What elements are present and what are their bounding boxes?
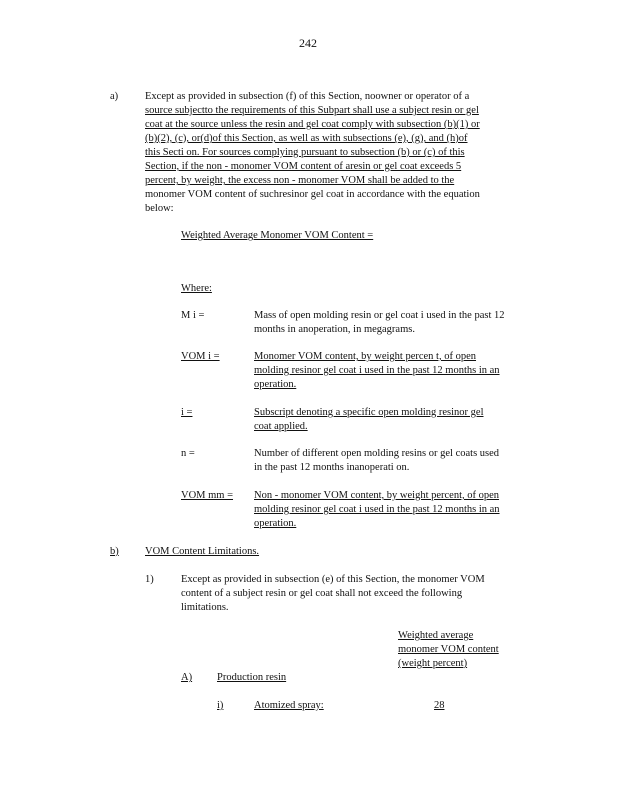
section-a-marker: a) <box>110 91 119 102</box>
sub-i-value: 28 <box>434 700 445 711</box>
section-b-heading: VOM Content Limitations. <box>145 546 260 557</box>
paragraph-line: (b)(2), (c), or(d)of this Section, as well as with subsections (e), (g), and (h)of <box>145 133 468 144</box>
definition-line: months in anoperation, in megagrams. <box>254 324 415 335</box>
definition-line: operation. <box>254 379 297 390</box>
definition-term: VOM mm = <box>181 490 234 501</box>
definition-line: Non - monomer VOM content, by weight percent, of open <box>254 490 500 501</box>
definition-term: M i = <box>181 310 205 321</box>
paragraph-line: coat at the source unless the resin and gel coat comply with subsection (b)(1) or <box>145 119 480 130</box>
item-1-marker: 1) <box>145 574 154 585</box>
table-header-line: (weight percent) <box>398 658 468 669</box>
equation-label: Weighted Average Monomer VOM Content = <box>181 230 374 241</box>
definition-line: molding resinor gel coat i used in the past 12 months in an <box>254 504 500 515</box>
paragraph-line: Section, if the non - monomer VOM content of aresin or gel coat exceeds 5 <box>145 161 462 172</box>
definition-line: molding resinor gel coat i used in the past 12 months in an <box>254 365 500 376</box>
definition-text <box>254 489 544 531</box>
item-1-line: Except as provided in subsection (e) of this Section, the monomer VOM <box>181 574 485 585</box>
paragraph-line: below: <box>145 203 174 214</box>
sub-i-marker: i) <box>217 700 224 711</box>
section-a-paragraph <box>145 90 535 216</box>
definition-term: VOM i = <box>181 351 220 362</box>
definition-line: coat applied. <box>254 421 308 432</box>
item-1-line: content of a subject resin or gel coat shall not exceed the following <box>181 588 463 599</box>
page-number: 242 <box>299 36 317 50</box>
definition-line: Subscript denoting a specific open molding resinor gel <box>254 407 484 418</box>
paragraph-line: this Secti on. For sources complying pursuant to subsection (b) or (c) of this <box>145 147 465 158</box>
table-header-line: Weighted average <box>398 630 474 641</box>
definition-text <box>254 309 544 337</box>
definition-text <box>254 447 544 475</box>
definition-line: operation. <box>254 518 297 529</box>
sub-i-label: Atomized spray: <box>254 700 324 711</box>
definition-line: Number of different open molding resins or gel coats used <box>254 448 500 459</box>
table-header <box>398 629 499 671</box>
sub-a-label: Production resin <box>217 672 287 683</box>
where-label: Where: <box>181 283 212 294</box>
definition-text <box>254 350 544 392</box>
definition-term: i = <box>181 407 193 418</box>
definition-term: n = <box>181 448 195 459</box>
definition-line: in the past 12 months inanoperati on. <box>254 462 410 473</box>
section-b-marker: b) <box>110 546 119 557</box>
paragraph-line: source subjectto the requirements of this Subpart shall use a subject resin or gel <box>145 105 479 116</box>
paragraph-line: monomer VOM content of suchresinor gel coat in accordance with the equation <box>145 189 480 200</box>
table-header-line: monomer VOM content <box>398 644 499 655</box>
item-1-paragraph <box>181 573 485 615</box>
definition-text <box>254 406 544 434</box>
definition-line: Monomer VOM content, by weight percen t, of open <box>254 351 477 362</box>
item-1-line: limitations. <box>181 602 229 613</box>
paragraph-line: Except as provided in subsection (f) of this Section, noowner or operator of a <box>145 91 470 102</box>
definition-line: Mass of open molding resin or gel coat i used in the past 12 <box>254 310 505 321</box>
paragraph-line: percent, by weight, the excess non - monomer VOM shall be added to the <box>145 175 455 186</box>
sub-a-marker: A) <box>181 672 193 683</box>
